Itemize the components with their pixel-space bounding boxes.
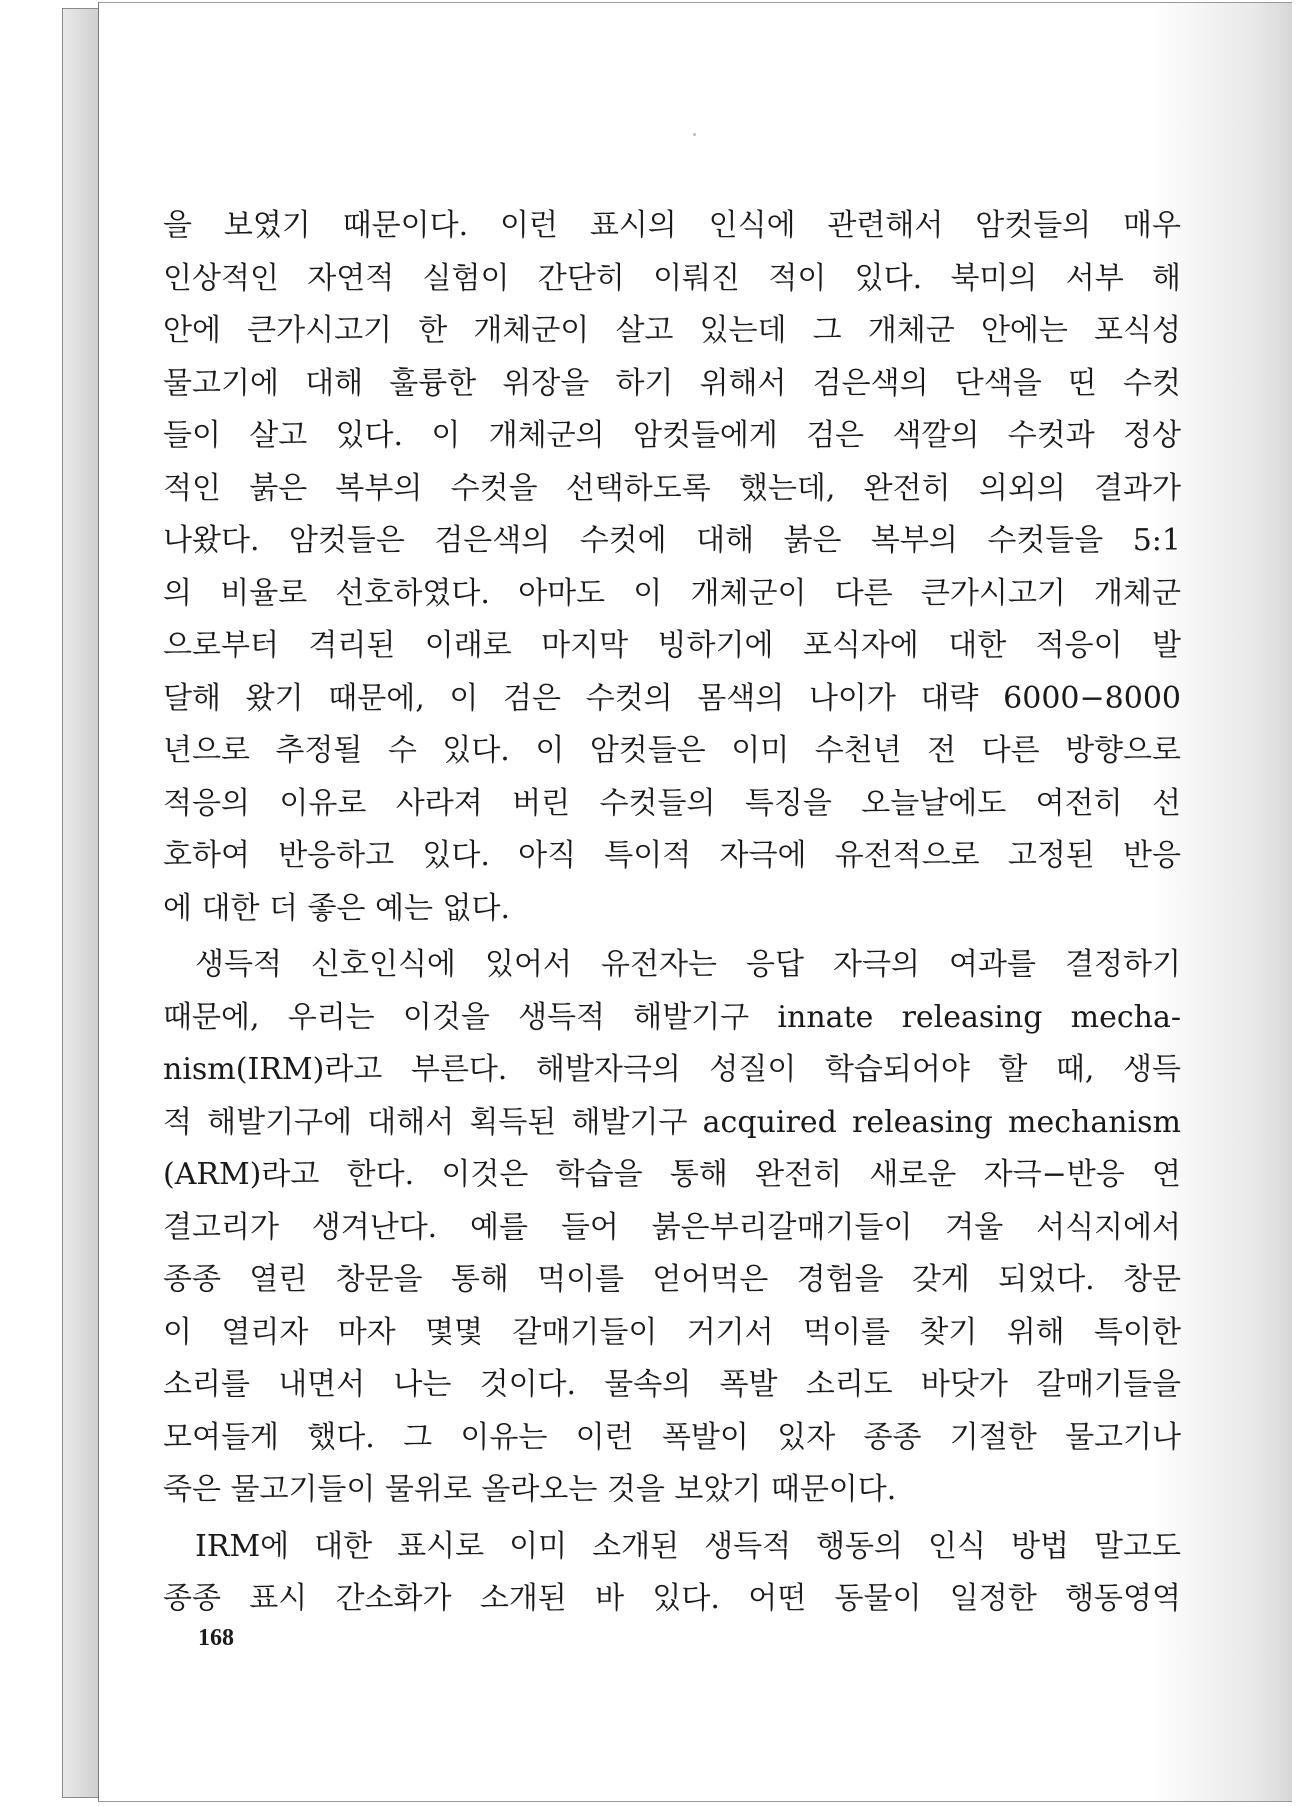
text-line: 들이 살고 있다. 이 개체군의 암컷들에게 검은 색깔의 수컷과 정상 bbox=[163, 418, 1181, 453]
text-line: 소리를 내면서 나는 것이다. 물속의 폭발 소리도 바닷가 갈매기들을 bbox=[163, 1367, 1181, 1402]
paper-speck bbox=[693, 133, 696, 136]
text-line: 적인 붉은 복부의 수컷을 선택하도록 했는데, 완전히 의외의 결과가 bbox=[163, 470, 1181, 506]
text-line: 안에 큰가시고기 한 개체군이 살고 있는데 그 개체군 안에는 포식성 bbox=[163, 313, 1181, 348]
text-line: 물고기에 대해 훌륭한 위장을 하기 위해서 검은색의 단색을 띤 수컷 bbox=[163, 365, 1181, 401]
text-line: 의 비율로 선호하였다. 아마도 이 개체군이 다른 큰가시고기 개체군 bbox=[163, 575, 1181, 611]
text-line: 이 열리자 마자 몇몇 갈매기들이 거기서 먹이를 찾기 위해 특이한 bbox=[163, 1314, 1181, 1350]
text-line: 에 대한 더 좋은 예는 없다. bbox=[163, 890, 511, 926]
text-line: 종종 표시 간소화가 소개된 바 있다. 어떤 동물이 일정한 행동영역 bbox=[163, 1581, 1181, 1616]
text-line: 을 보였기 때문이다. 이런 표시의 인식에 관련해서 암컷들의 매우 bbox=[163, 208, 1181, 243]
text-line: 인상적인 자연적 실험이 간단히 이뤄진 적이 있다. 북미의 서부 해 bbox=[163, 260, 1181, 296]
text-line: nism(IRM)라고 부른다. 해발자극의 성질이 학습되어야 할 때, 생득 bbox=[163, 1052, 1181, 1087]
text-line: 년으로 추정될 수 있다. 이 암컷들은 이미 수천년 전 다른 방향으로 bbox=[163, 733, 1181, 768]
body-text bbox=[163, 200, 1181, 1626]
text-line: 결고리가 생겨난다. 예를 들어 붉은부리갈매기들이 겨울 서식지에서 bbox=[163, 1209, 1181, 1245]
text-line: 적응의 이유로 사라져 버린 수컷들의 특징을 오늘날에도 여전히 선 bbox=[163, 785, 1181, 821]
page-number: 168 bbox=[198, 1625, 234, 1651]
text-line: 달해 왔기 때문에, 이 검은 수컷의 몸색의 나이가 대략 6000−8000 bbox=[163, 680, 1181, 716]
text-line: (ARM)라고 한다. 이것은 학습을 통해 완전히 새로운 자극−반응 연 bbox=[163, 1157, 1181, 1192]
text-line: 호하여 반응하고 있다. 아직 특이적 자극에 유전적으로 고정된 반응 bbox=[163, 838, 1181, 873]
text-line: 적 해발기구에 대해서 획득된 해발기구 acquired releasing mechanism bbox=[163, 1104, 1181, 1140]
book-spine bbox=[62, 8, 100, 1798]
text-line: 으로부터 격리된 이래로 마지막 빙하기에 포식자에 대한 적응이 발 bbox=[163, 628, 1181, 663]
text-line: 죽은 물고기들이 물위로 올라오는 것을 보았기 때문이다. bbox=[163, 1472, 897, 1507]
text-line: 종종 열린 창문을 통해 먹이를 얻어먹은 경험을 갖게 되었다. 창문 bbox=[163, 1262, 1181, 1297]
text-line: 모여들게 했다. 그 이유는 이런 폭발이 있자 종종 기절한 물고기나 bbox=[163, 1419, 1181, 1455]
text-line: 때문에, 우리는 이것을 생득적 해발기구 innate releasing mecha- bbox=[163, 999, 1181, 1035]
text-line: 나왔다. 암컷들은 검은색의 수컷에 대해 붉은 복부의 수컷들을 5:1 bbox=[163, 523, 1181, 558]
text-line: IRM에 대한 표시로 이미 소개된 생득적 행동의 인식 방법 말고도 bbox=[195, 1528, 1181, 1564]
text-line: 생득적 신호인식에 있어서 유전자는 응답 자극의 여과를 결정하기 bbox=[195, 947, 1181, 982]
